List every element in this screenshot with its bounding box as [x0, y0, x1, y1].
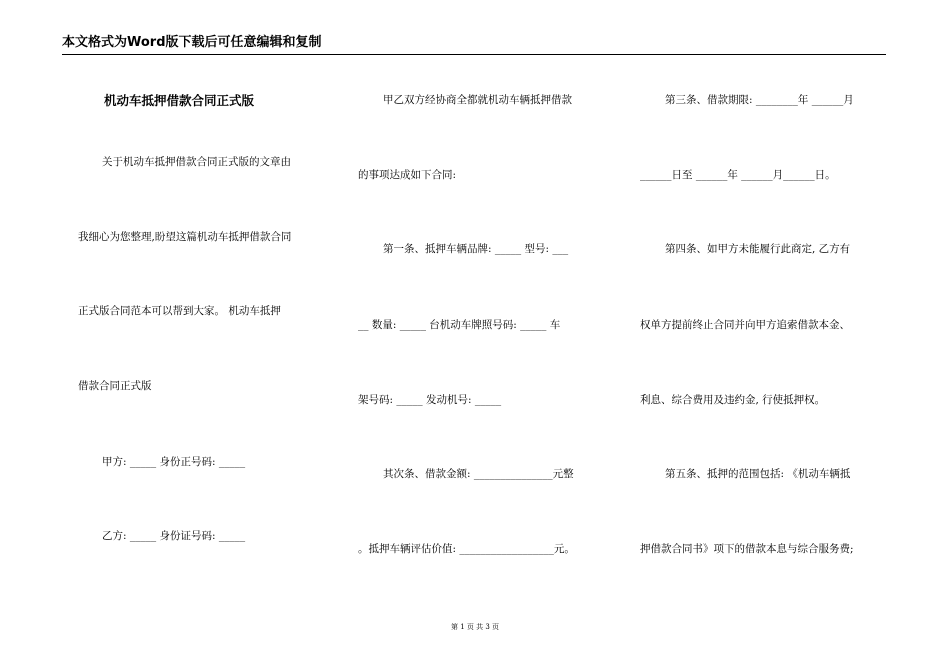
paragraph-line: 借款合同正式版	[78, 380, 152, 392]
document-title: 机动车抵押借款合同正式版	[104, 93, 255, 108]
party-b-line: 乙方: _____ 身份证号码: _____	[102, 530, 246, 542]
party-a-line: 甲方: _____ 身份正号码: _____	[102, 456, 246, 468]
clause-5-line: 第五条、抵押的范围包括: 《机动车辆抵	[665, 468, 851, 480]
paragraph-line: 的事项达成如下合同:	[358, 169, 457, 181]
clause-3-line: 第三条、借款期限: ________年 ______月	[665, 94, 854, 106]
paragraph-line: 甲乙双方经协商全都就机动车辆抵押借款	[383, 94, 572, 106]
paragraph-line: 正式版合同范本可以帮到大家。 机动车抵押	[78, 305, 281, 317]
text-column-2	[330, 0, 630, 672]
clause-4-line: 利息、综合费用及违约金, 行使抵押权。	[640, 394, 826, 406]
text-column-3	[630, 0, 950, 672]
clause-2-line: 。抵押车辆评估价值: __________________元。	[358, 543, 575, 555]
clause-5-line: 押借款合同书》项下的借款本息与综合服务费;	[640, 543, 854, 555]
clause-3-line: ______日至 ______年 ______月______日。	[640, 169, 836, 181]
clause-4-line: 第四条、如甲方未能履行此商定, 乙方有	[665, 243, 851, 255]
clause-2-line: 其次条、借款金额: _______________元整	[383, 468, 574, 480]
paragraph-line: 我细心为您整理,盼望这篇机动车抵押借款合同	[78, 231, 292, 243]
paragraph-line: 关于机动车抵押借款合同正式版的文章由	[102, 156, 291, 168]
clause-1-line: 第一条、抵押车辆品牌: _____ 型号: ___	[383, 243, 569, 255]
clause-4-line: 权单方提前终止合同并向甲方追索借款本金、	[640, 319, 850, 331]
text-column-1	[0, 0, 330, 672]
page-number: 第 1 页 共 3 页	[450, 623, 500, 631]
header-title: 本文格式为Word版下载后可任意编辑和复制	[62, 35, 322, 50]
clause-1-line: __ 数量: _____ 台机动车牌照号码: _____ 车	[358, 319, 561, 331]
clause-1-line: 架号码: _____ 发动机号: _____	[358, 394, 502, 406]
